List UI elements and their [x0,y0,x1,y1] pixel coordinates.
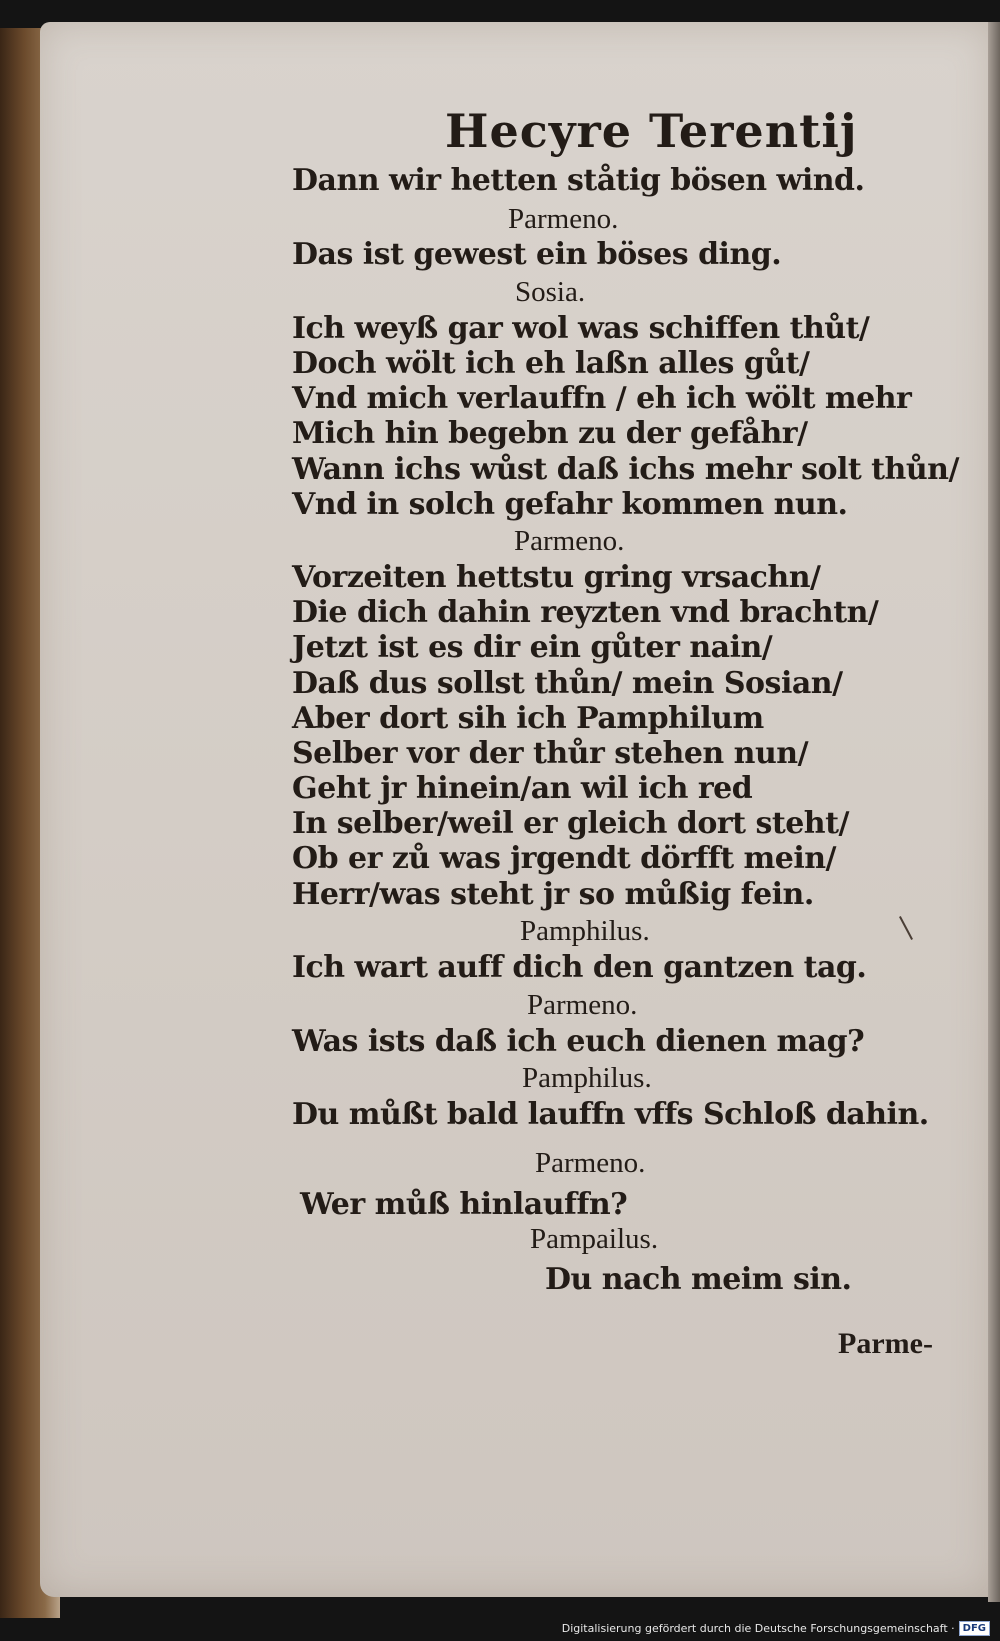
verse-line: Mich hin begebn zu der gefåhr/ [292,416,808,451]
verse-line: Wann ichs wůst daß ichs mehr solt thůn/ [292,452,959,487]
verse-line: Dann wir hetten ståtig bösen wind. [292,163,865,198]
speaker-name: Parmeno. [514,525,625,557]
verse-line: Du můßt bald lauffn vffs Schloß dahin. [292,1097,929,1132]
verse-line: Du nach meim sin. [545,1262,852,1297]
verse-line: Selber vor der thůr stehen nun/ [292,736,809,771]
verse-line: Ob er zů was jrgendt dörfft mein/ [292,841,836,876]
verse-line: Aber dort sih ich Pamphilum [292,701,764,736]
speaker-name: Parmeno. [527,989,638,1021]
footer-credit: Digitalisierung gefördert durch die Deutsche Forschungsgemeinschaft · [561,1622,955,1635]
page-right-edge [988,22,1000,1602]
speaker-name: Pamphilus. [522,1062,652,1094]
verse-line: Ich weyß gar wol was schiffen thůt/ [292,311,870,346]
running-head: Hecyre Terentij [445,104,858,158]
verse-line: Vorzeiten hettstu gring vrsachn/ [292,560,821,595]
speaker-name: Sosia. [515,276,586,308]
dfg-logo-icon: DFG [959,1621,990,1636]
speaker-name: Parmeno. [535,1147,646,1179]
verse-line: Die dich dahin reyzten vnd brachtn/ [292,595,879,630]
speaker-name: Parmeno. [508,203,619,235]
verse-line: Doch wölt ich eh laßn alles gůt/ [292,346,810,381]
verse-line: Herr/was steht jr so můßig fein. [292,877,814,912]
verse-line: Wer můß hinlauffn? [300,1187,628,1222]
digitization-footer [562,1621,990,1636]
verse-line: Das ist gewest ein böses ding. [292,237,782,272]
speaker-name: Pamphilus. [520,915,650,947]
verse-line: In selber/weil er gleich dort steht/ [292,806,849,841]
verse-line: Jetzt ist es dir ein gůter nain/ [292,630,773,665]
verse-line: Vnd in solch gefahr kommen nun. [292,487,848,522]
speaker-name: Pampailus. [530,1223,659,1255]
verse-line: Vnd mich verlauffn / eh ich wölt mehr [292,381,912,416]
verse-line: Was ists daß ich euch dienen mag? [292,1024,865,1059]
verse-line: Ich wart auff dich den gantzen tag. [292,950,867,985]
verse-line: Daß dus sollst thůn/ mein Sosian/ [292,666,843,701]
verse-line: Geht jr hinein/an wil ich red [292,771,753,806]
catchword: Parme- [838,1327,933,1360]
